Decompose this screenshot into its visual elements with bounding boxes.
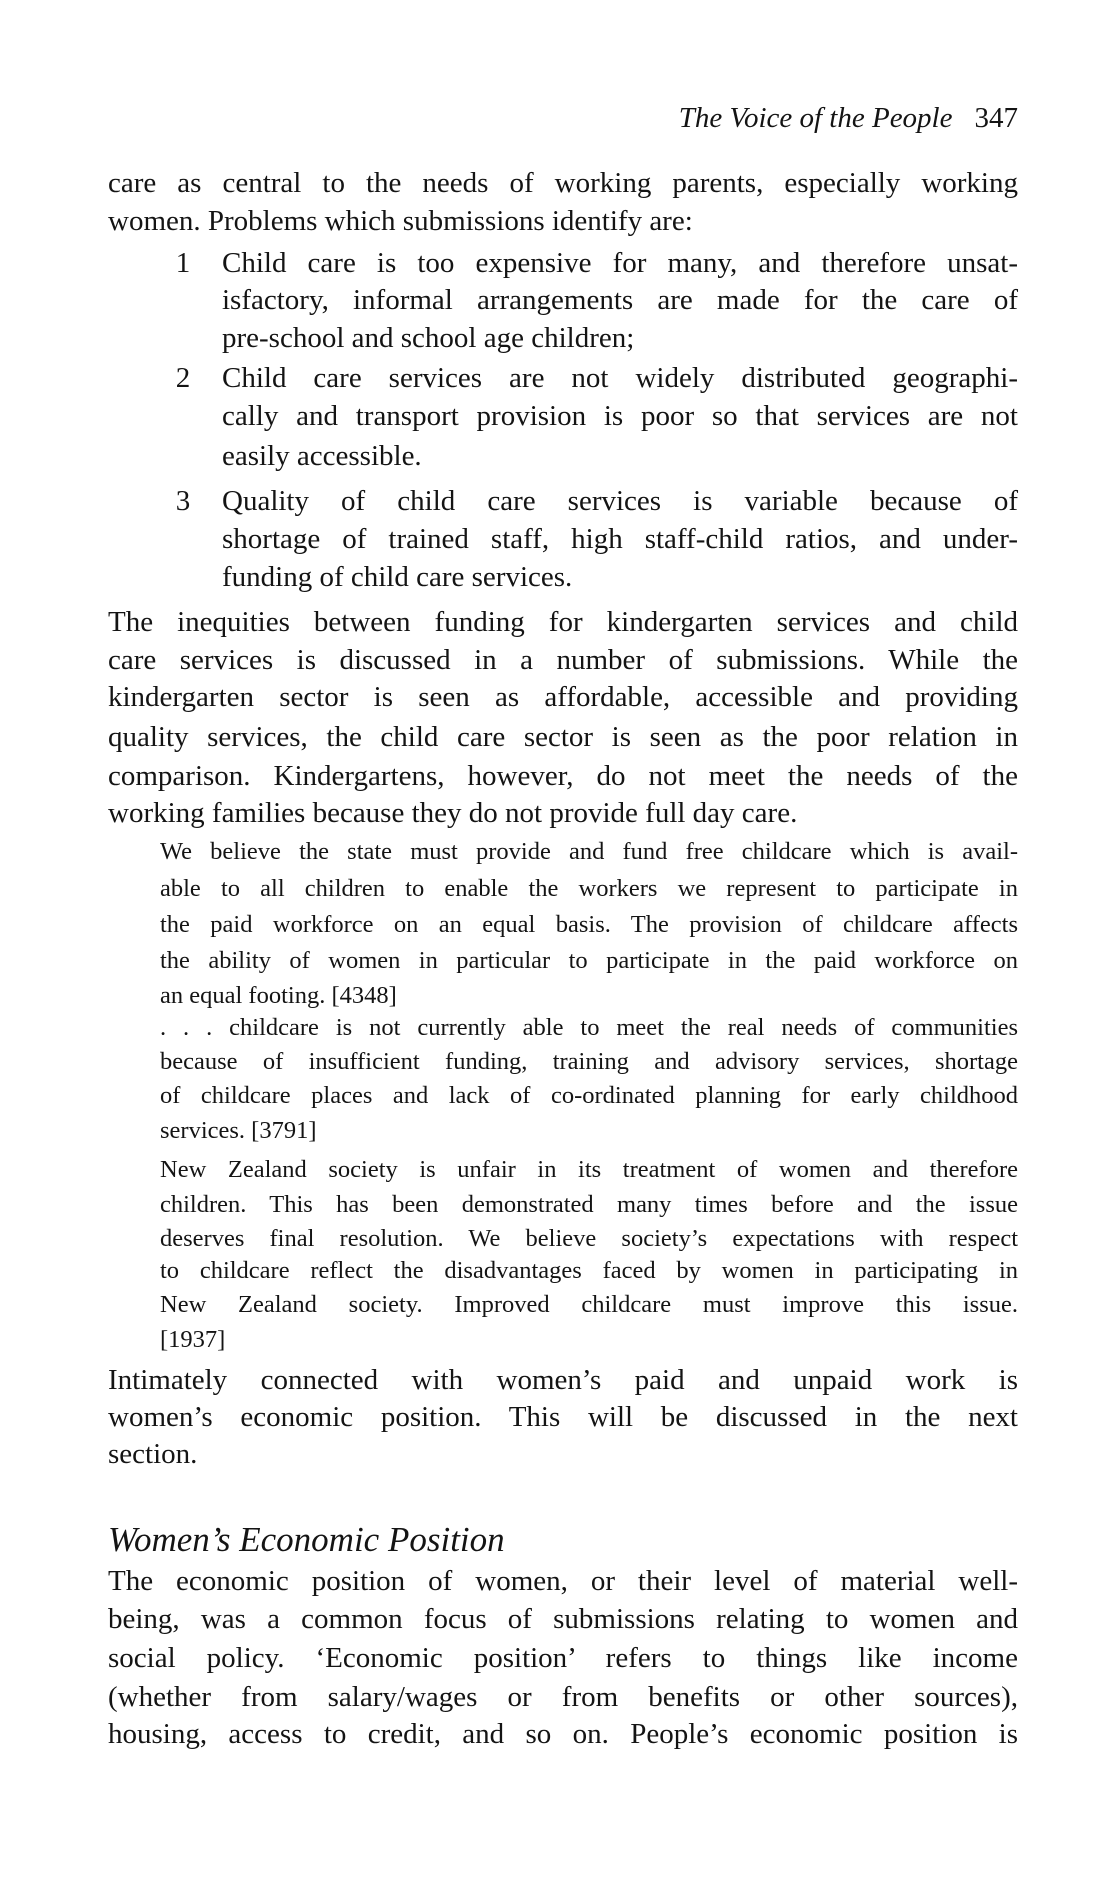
paragraph-line: care services is discussed in a number of submissions. While the	[108, 644, 1018, 676]
list-item-line: Quality of child care services is variable because of	[222, 485, 1018, 517]
paragraph-line: being, was a common focus of submissions relating to women and	[108, 1603, 1018, 1635]
paragraph-line: women. Problems which submissions identify are:	[108, 205, 693, 237]
paragraph-line: working families because they do not provide full day care.	[108, 797, 798, 829]
paragraph-line: section.	[108, 1438, 198, 1470]
paragraph-line: Intimately connected with women’s paid and unpaid work is	[108, 1364, 1018, 1396]
list-item-line: easily accessible.	[222, 440, 422, 472]
paragraph-line: housing, access to credit, and so on. People’s economic position is	[108, 1718, 1018, 1750]
quote-line: because of insufficient funding, training and advisory services, shortage	[160, 1048, 1018, 1075]
paragraph-line: women’s economic position. This will be discussed in the next	[108, 1401, 1018, 1433]
paragraph-line: The economic position of women, or their level of material well-	[108, 1565, 1018, 1597]
list-item-line: Child care services are not widely distributed geographi-	[222, 362, 1018, 394]
list-item-line: funding of child care services.	[222, 561, 573, 593]
list-item-line: cally and transport provision is poor so that services are not	[222, 400, 1018, 432]
paragraph-line: (whether from salary/wages or from benefits or other sources),	[108, 1681, 1018, 1713]
quote-line: [1937]	[160, 1326, 226, 1353]
paragraph-line: social policy. ‘Economic position’ refers to things like income	[108, 1642, 1018, 1674]
list-item-number: 2	[175, 362, 191, 394]
paragraph-line: The inequities between funding for kindergarten services and child	[108, 606, 1018, 638]
quote-line: to childcare reflect the disadvantages faced by women in participating in	[160, 1257, 1018, 1284]
quote-line: the paid workforce on an equal basis. The provision of childcare affects	[160, 911, 1018, 938]
paragraph-line: care as central to the needs of working parents, especially working	[108, 167, 1018, 199]
quote-line: services. [3791]	[160, 1117, 317, 1144]
list-item-line: Child care is too expensive for many, and therefore unsat-	[222, 247, 1018, 279]
paragraph-line: kindergarten sector is seen as affordable, accessible and providing	[108, 681, 1018, 713]
paragraph-line: comparison. Kindergartens, however, do not meet the needs of the	[108, 760, 1018, 792]
list-item-number: 3	[175, 485, 191, 517]
quote-line: the ability of women in particular to participate in the paid workforce on	[160, 947, 1018, 974]
paragraph-line: quality services, the child care sector is seen as the poor relation in	[108, 721, 1018, 753]
quote-line: an equal footing. [4348]	[160, 982, 397, 1009]
list-item-line: pre-school and school age children;	[222, 322, 635, 354]
quote-line: New Zealand society. Improved childcare must improve this issue.	[160, 1291, 1018, 1318]
quote-line: deserves final resolution. We believe society’s expectations with respect	[160, 1225, 1018, 1252]
quote-line: . . . childcare is not currently able to meet the real needs of communities	[160, 1014, 1018, 1041]
page-number: 347	[974, 102, 1018, 134]
list-item-line: isfactory, informal arrangements are made for the care of	[222, 284, 1018, 316]
list-item-line: shortage of trained staff, high staff-child ratios, and under-	[222, 523, 1018, 555]
section-heading: Women’s Economic Position	[108, 1520, 505, 1559]
running-head-title: The Voice of the People	[678, 102, 953, 134]
running-head	[679, 104, 1018, 133]
quote-line: of childcare places and lack of co-ordinated planning for early childhood	[160, 1082, 1018, 1109]
quote-line: We believe the state must provide and fund free childcare which is avail-	[160, 838, 1018, 865]
quote-line: able to all children to enable the workers we represent to participate in	[160, 875, 1018, 902]
quote-line: New Zealand society is unfair in its treatment of women and therefore	[160, 1156, 1018, 1183]
quote-line: children. This has been demonstrated many times before and the issue	[160, 1191, 1018, 1218]
list-item-number: 1	[175, 247, 191, 279]
